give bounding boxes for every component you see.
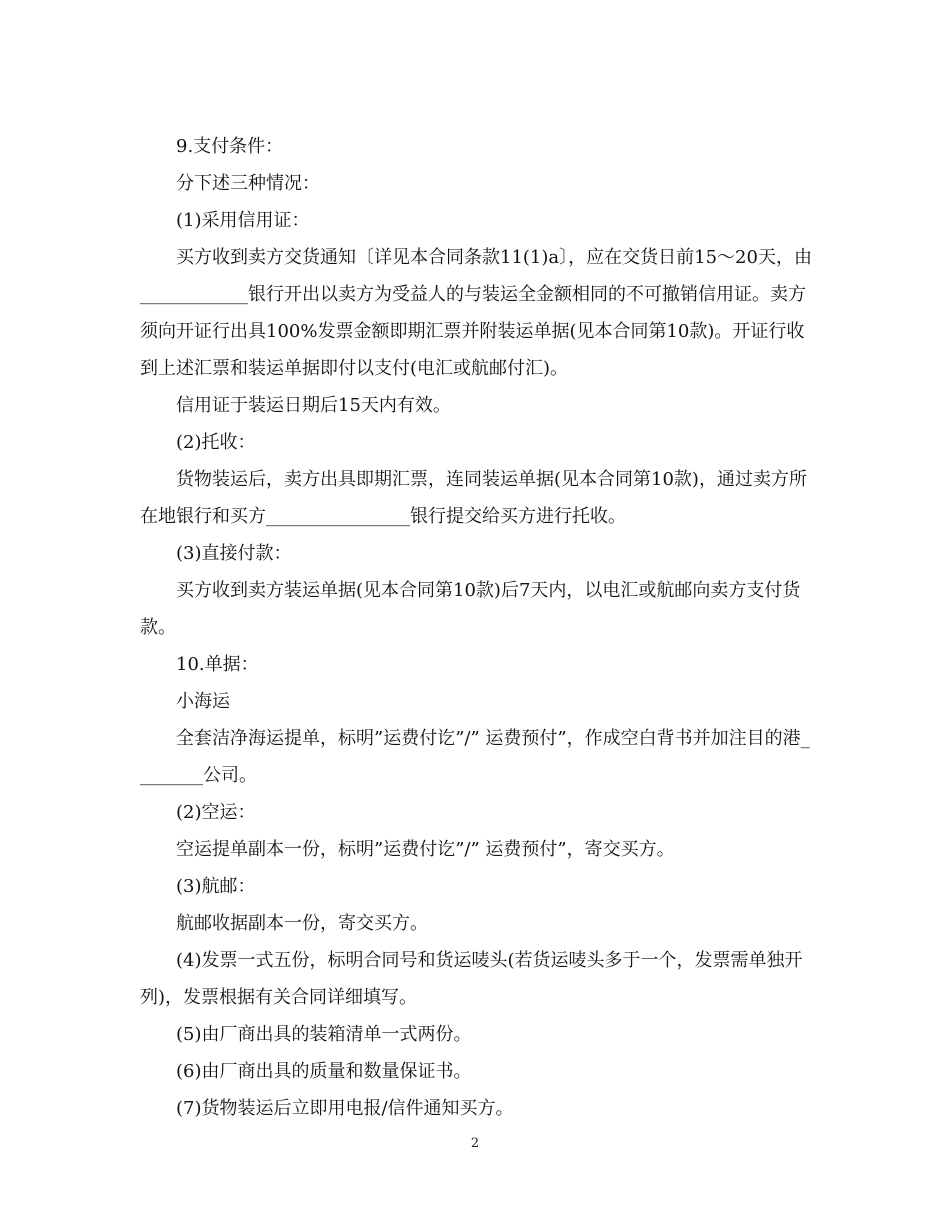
sub-heading-letter-of-credit: (1)采用信用证： [176, 210, 310, 231]
paragraph: 分下述三种情况： [176, 173, 320, 194]
paragraph: 货物装运后，卖方出具即期汇票，连同装运单据(见本合同第10款)，通过卖方所在地银行和买方________________银行提交给买方进行托收。 [140, 469, 807, 527]
paragraph: 空运提单副本一份，标明”运费付讫”/” 运费预付”，寄交买方。 [176, 839, 675, 860]
page-number: 2 [470, 1136, 480, 1151]
list-item-invoice: (4)发票一式五份，标明合同号和货运唛头(若货运唛头多于一个，发票需单独开列)，发票根据有关合同详细填写。 [140, 950, 803, 1008]
list-item-quality-certificate: (6)由厂商出具的质量和数量保证书。 [176, 1061, 472, 1082]
sub-heading-air-transport: (2)空运： [176, 802, 256, 823]
paragraph: 信用证于装运日期后15天内有效。 [176, 395, 451, 416]
sub-heading-air-mail: (3)航邮： [176, 876, 256, 897]
paragraph: 买方收到卖方装运单据(见本合同第10款)后7天内，以电汇或航邮向卖方支付货款。 [140, 580, 801, 638]
clause-heading-payment: 9.支付条件： [176, 136, 284, 157]
paragraph: 航邮收据副本一份，寄交买方。 [176, 913, 428, 934]
sub-heading-direct-payment: (3)直接付款： [176, 543, 292, 564]
sub-heading-collection: (2)托收： [176, 432, 256, 453]
sub-heading-sea-transport: 小海运 [176, 691, 230, 712]
document-body [140, 128, 812, 1127]
paragraph: 买方收到卖方交货通知〔详见本合同条款11(1)a〕，应在交货日前15～20天，由____________银行开出以卖方为受益人的与装运全金额相同的不可撤销信用证。卖方须向开证行出具100%发票金额即期汇票并附装运单据(见本合同第10款)。开证行收到上述汇票和装运单据即付以支付(电汇或航邮付汇)。 [140, 247, 812, 379]
list-item-shipment-notice: (7)货物装运后立即用电报/信件通知买方。 [176, 1098, 514, 1119]
list-item-packing-list: (5)由厂商出具的装箱清单一式两份。 [176, 1024, 472, 1045]
clause-heading-documents: 10.单据： [176, 654, 259, 675]
paragraph: 全套洁净海运提单，标明”运费付讫”/” 运费预付”，作成空白背书并加注目的港________公司。 [140, 728, 810, 786]
